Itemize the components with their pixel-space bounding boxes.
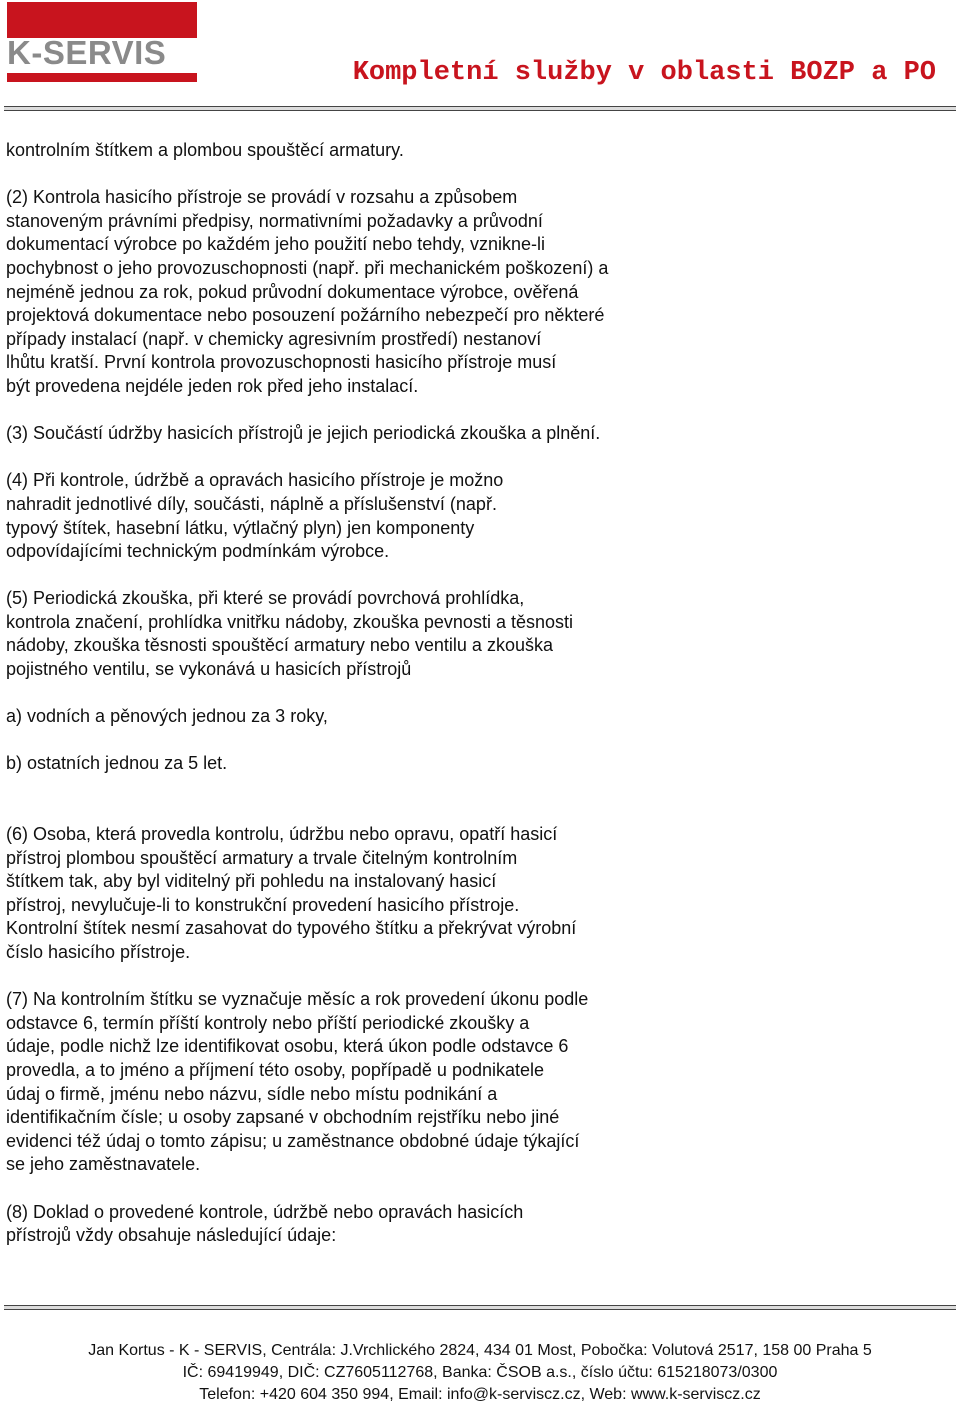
list-item-b: b) ostatních jednou za 5 let. — [6, 753, 228, 774]
text-line: přístrojů vždy obsahuje následující údaje: — [6, 1225, 337, 1246]
text-line: pochybnost o jeho provozuschopnosti (např. při mechanickém poškození) a — [6, 257, 609, 278]
text-line: provedla, a to jméno a příjmení této osoby, popřípadě u podnikatele — [6, 1059, 545, 1080]
footer-contact: Telefon: +420 604 350 994, Email: info@k-serviscz.cz, Web: www.k-serviscz.cz — [199, 1386, 761, 1403]
text-line: kontrola značení, prohlídka vnitřku nádoby, zkouška pevnosti a těsnosti — [6, 611, 573, 632]
text-line: lhůtu kratší. První kontrola provozuschopnosti hasicího přístroje musí — [6, 352, 557, 373]
text-line: evidenci též údaj o tomto zápisu; u zaměstnance obdobné údaje týkající — [6, 1130, 580, 1151]
text-line: identifikačním čísle; u osoby zapsané v obchodním rejstříku nebo jiné — [6, 1107, 560, 1128]
text-line: pojistného ventilu, se vykonává u hasicích přístrojů — [6, 659, 412, 680]
logo-red-band-bottom — [7, 73, 197, 82]
header-divider — [4, 106, 956, 111]
text-line: odstavce 6, termín příští kontroly nebo příští periodické zkoušky a — [6, 1012, 530, 1033]
text-line: Kontrolní štítek nesmí zasahovat do typového štítku a překrývat výrobní — [6, 918, 577, 939]
paragraph-continuation: kontrolním štítkem a plombou spouštěcí armatury. — [6, 140, 404, 160]
company-logo — [7, 2, 197, 82]
page-footer — [0, 1340, 960, 1406]
text-line: odpovídajícími technickým podmínkám výrobce. — [6, 541, 390, 562]
paragraph-3: (3) Součástí údržby hasicích přístrojů je jejich periodická zkouška a plnění. — [6, 423, 601, 444]
text-line: dokumentací výrobce po každém jeho použití nebo tehdy, vznikne-li — [6, 234, 545, 255]
paragraph-8 — [6, 1201, 706, 1248]
text-line: (4) Při kontrole, údržbě a opravách hasicího přístroje je možno — [6, 470, 504, 491]
text-line: projektová dokumentace nebo posouzení požárního nebezpečí pro některé — [6, 305, 605, 326]
document-body — [6, 139, 706, 1271]
text-line: typový štítek, hasební látku, výtlačný plyn) jen komponenty — [6, 517, 475, 538]
text-line: (2) Kontrola hasicího přístroje se provádí v rozsahu a způsobem — [6, 187, 518, 208]
text-line: případy instalací (např. v chemicky agresivním prostředí) nestanoví — [6, 328, 542, 349]
logo-text: K-SERVIS — [7, 34, 167, 71]
text-line: údaje, podle nichž lze identifikovat osobu, která úkon podle odstavce 6 — [6, 1036, 569, 1057]
text-line: stanoveným právními předpisy, normativními požadavky a průvodní — [6, 210, 543, 231]
paragraph-7 — [6, 988, 706, 1177]
paragraph-4 — [6, 469, 706, 563]
text-line: štítkem tak, aby byl viditelný při pohledu na instalovaný hasicí — [6, 871, 497, 892]
paragraph-5 — [6, 587, 706, 681]
text-line: (8) Doklad o provedené kontrole, údržbě nebo opravách hasicích — [6, 1201, 524, 1222]
text-line: se jeho zaměstnavatele. — [6, 1154, 201, 1175]
header-tagline: Kompletní služby v oblasti BOZP a PO — [352, 58, 936, 88]
text-line: (7) Na kontrolním štítku se vyznačuje měsíc a rok provedení úkonu podle — [6, 989, 589, 1010]
paragraph-2 — [6, 186, 706, 398]
text-line: nádoby, zkouška těsnosti spouštěcí armatury nebo ventilu a zkouška — [6, 635, 553, 656]
text-line: (5) Periodická zkouška, při které se provádí povrchová prohlídka, — [6, 588, 525, 609]
text-line: nahradit jednotlivé díly, součásti, náplně a příslušenství (např. — [6, 493, 497, 514]
text-line: číslo hasicího přístroje. — [6, 942, 191, 962]
footer-ids-bank: IČ: 69419949, DIČ: CZ7605112768, Banka: ČSOB a.s., číslo účtu: 615218073/0300 — [182, 1364, 778, 1381]
footer-address: Jan Kortus - K - SERVIS, Centrála: J.Vrchlického 2824, 434 01 Most, Pobočka: Volutová 2517, 158 00 Praha 5 — [88, 1342, 872, 1359]
text-line: být provedena nejdéle jeden rok před jeho instalací. — [6, 375, 419, 396]
paragraph-6 — [6, 823, 706, 965]
text-line: nejméně jednou za rok, pokud průvodní dokumentace výrobce, ověřená — [6, 281, 579, 302]
text-line: přístroj plombou spouštěcí armatury a trvale čitelným kontrolním — [6, 847, 518, 868]
text-line: (6) Osoba, která provedla kontrolu, údržbu nebo opravu, opatří hasicí — [6, 824, 558, 845]
footer-divider — [4, 1305, 956, 1310]
text-line: údaj o firmě, jménu nebo názvu, sídle nebo místu podnikání a — [6, 1083, 498, 1104]
text-line: přístroj, nevylučuje-li to konstrukční provedení hasicího přístroje. — [6, 894, 520, 915]
list-item-a: a) vodních a pěnových jednou za 3 roky, — [6, 706, 328, 727]
logo-red-band-top — [7, 2, 197, 38]
